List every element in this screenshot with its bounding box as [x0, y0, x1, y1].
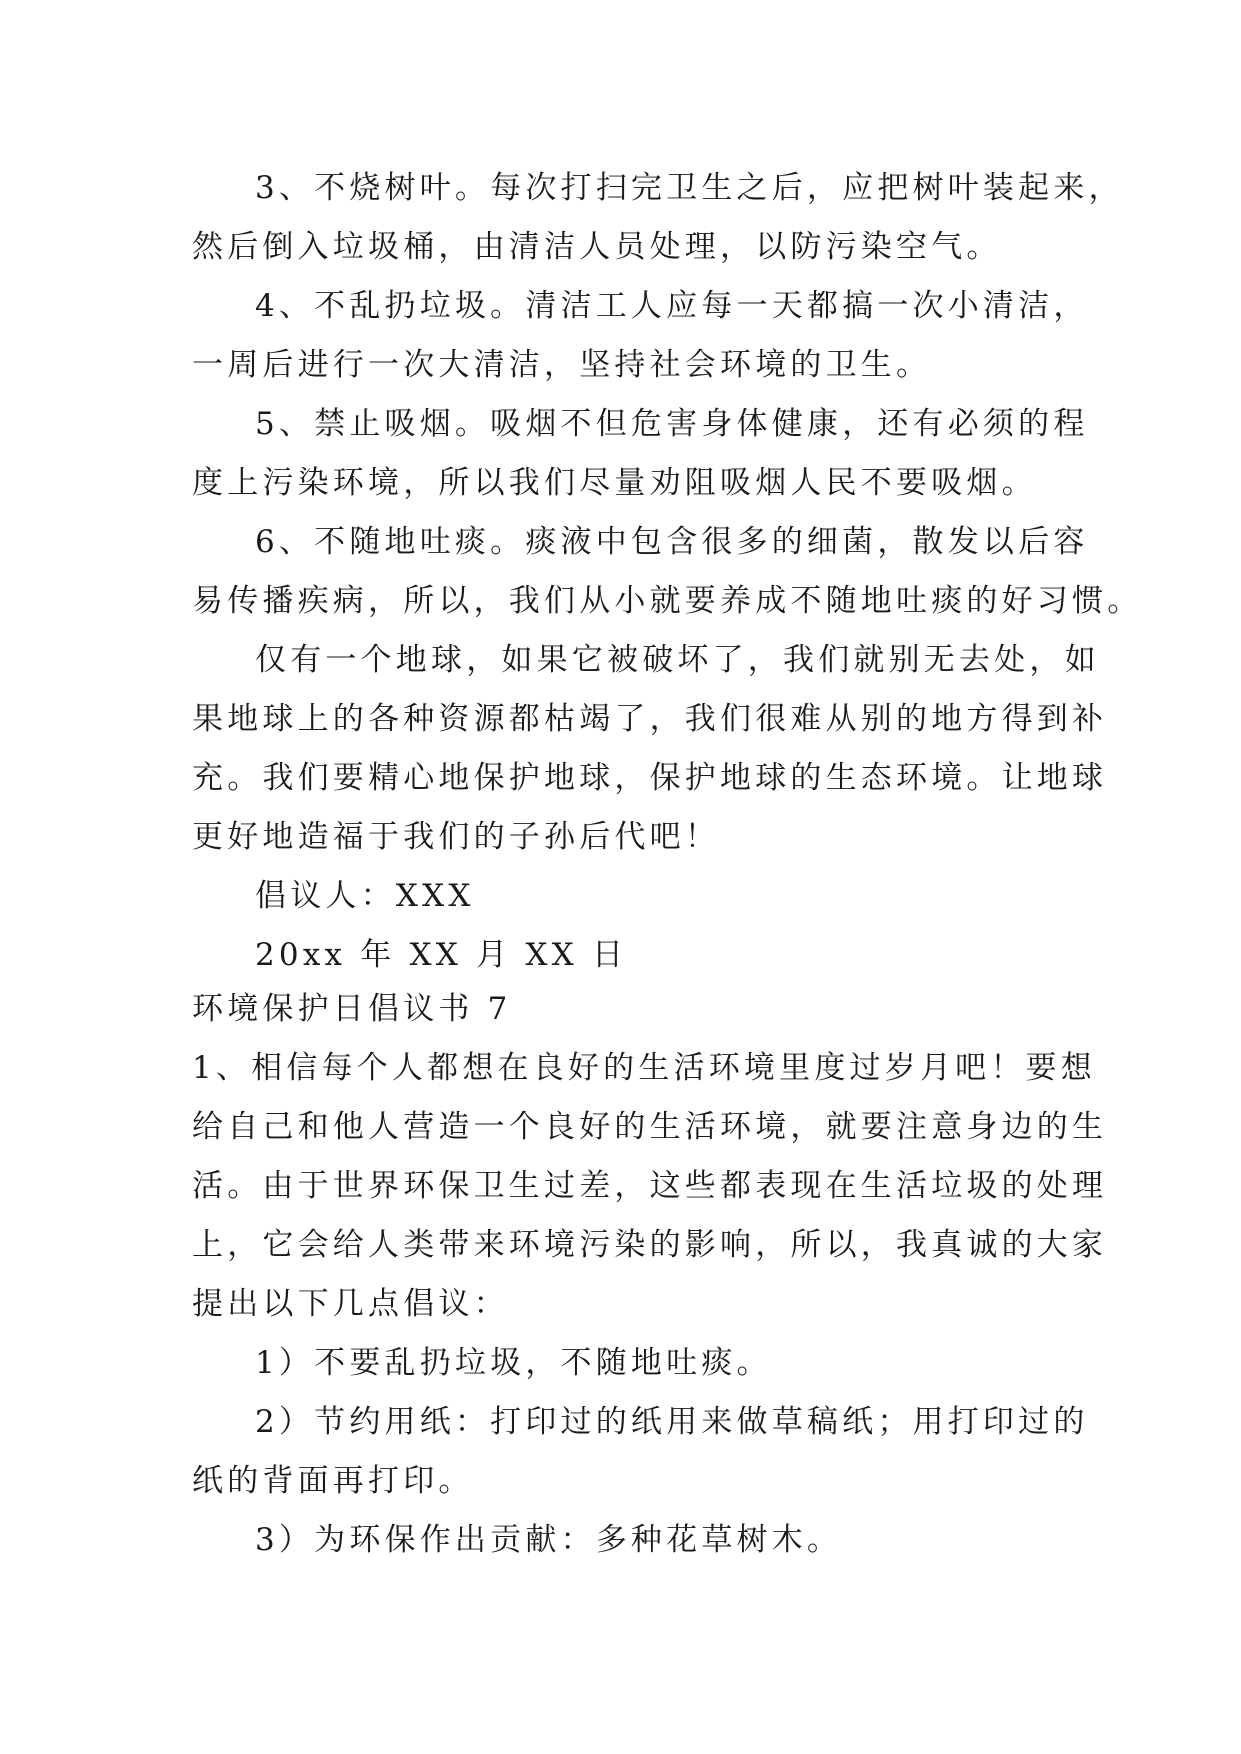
paragraph-line: 一周后进行一次大清洁，坚持社会环境的卫生。 — [192, 347, 932, 383]
paragraph-line: 上，它会给人类带来环境污染的影响，所以，我真诚的大家 — [192, 1227, 1108, 1263]
date-line: 20xx 年 XX 月 XX 日 — [255, 937, 628, 973]
paragraph-line: 更好地造福于我们的子孙后代吧！ — [192, 819, 720, 855]
paragraph-line: 给自己和他人营造一个良好的生活环境，就要注意身边的生 — [192, 1109, 1108, 1145]
paragraph-line: 提出以下几点倡议： — [192, 1286, 509, 1322]
paragraph-line: 活。由于世界环保卫生过差，这些都表现在生活垃圾的处理 — [192, 1168, 1108, 1204]
list-item-continuation: 纸的背面再打印。 — [192, 1463, 474, 1499]
list-item: 2）节约用纸：打印过的纸用来做草稿纸；用打印过的 — [255, 1404, 1089, 1440]
section-heading: 环境保护日倡议书 7 — [192, 991, 512, 1027]
paragraph-line: 果地球上的各种资源都枯竭了，我们很难从别的地方得到补 — [192, 701, 1108, 737]
signature-line: 倡议人：XXX — [255, 878, 475, 914]
paragraph-line: 度上污染环境，所以我们尽量劝阻吸烟人民不要吸烟。 — [192, 465, 1037, 501]
paragraph-line: 仅有一个地球，如果它被破坏了，我们就别无去处，如 — [255, 642, 1100, 678]
list-item: 3）为环保作出贡献：多种花草树木。 — [255, 1522, 843, 1558]
list-item: 1）不要乱扔垃圾，不随地吐痰。 — [255, 1345, 772, 1381]
paragraph-line: 5、禁止吸烟。吸烟不但危害身体健康，还有必须的程 — [255, 406, 1089, 442]
paragraph-line: 6、不随地吐痰。痰液中包含很多的细菌，散发以后容 — [255, 524, 1089, 560]
paragraph-line: 然后倒入垃圾桶，由清洁人员处理，以防污染空气。 — [192, 229, 1002, 265]
paragraph-line: 3、不烧树叶。每次打扫完卫生之后，应把树叶装起来， — [255, 170, 1124, 206]
paragraph-line: 充。我们要精心地保护地球，保护地球的生态环境。让地球 — [192, 760, 1108, 796]
paragraph-line: 1、相信每个人都想在良好的生活环境里度过岁月吧！要想 — [192, 1050, 1096, 1086]
paragraph-line: 易传播疾病，所以，我们从小就要养成不随地吐痰的好习惯。 — [192, 583, 1143, 619]
paragraph-line: 4、不乱扔垃圾。清洁工人应每一天都搞一次小清洁， — [255, 288, 1089, 324]
